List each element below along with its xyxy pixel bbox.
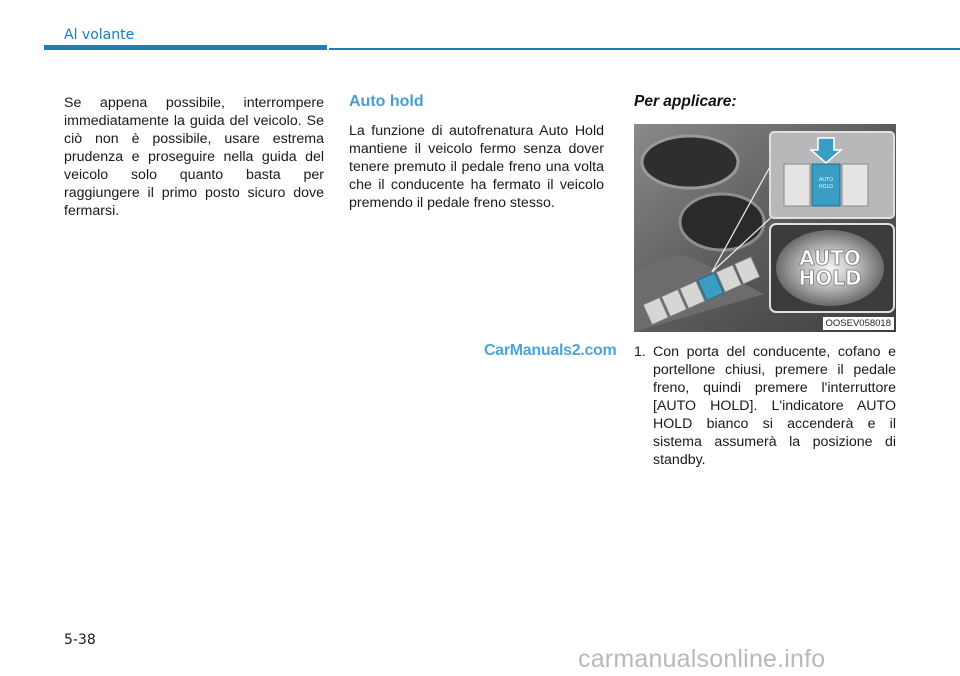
auto-hold-figure xyxy=(634,124,896,332)
warning-paragraph: Se appena possibile, interrompere immediatamente la guida del veicolo. Se ciò non è possibile, usare estrema prudenza e proseguire nella guida del veicolo solo quanto basta per raggiungere il primo posto sicuro dove fermarsi. xyxy=(64,95,324,219)
column-2 xyxy=(349,92,604,212)
column-1 xyxy=(64,94,324,220)
section-title: Al volante xyxy=(64,27,135,43)
cup-holder-top xyxy=(642,136,738,188)
header-rule-thick xyxy=(44,45,327,50)
auto-hold-description: La funzione di autofrenatura Auto Hold mantiene il veicolo fermo senza dover tenere premuto il pedale freno una volta che il conducente ha fermato il veicolo premendo il pedale freno stesso. xyxy=(349,123,604,211)
step-1 xyxy=(634,343,896,469)
indicator-text-line1: AUTO xyxy=(799,246,861,270)
page-number: 5-38 xyxy=(64,632,96,648)
cup-holder-bottom xyxy=(680,194,764,250)
step-number: 1. xyxy=(634,344,646,360)
carmanuals-watermark: CarManuals2.com xyxy=(484,342,617,359)
header-rule-thin xyxy=(329,48,960,50)
indicator-text-line2: HOLD xyxy=(798,266,862,290)
button-label-line1: AUTO xyxy=(818,177,834,183)
auto-hold-heading: Auto hold xyxy=(349,93,424,110)
footer-watermark: carmanualsonline.info xyxy=(578,645,826,673)
button-label-line2: HOLD xyxy=(818,184,834,190)
figure-code: OOSEV058018 xyxy=(823,317,895,330)
column-3 xyxy=(634,92,896,469)
step-text: Con porta del conducente, cofano e portellone chiusi, premere il pedale freno, quindi premere l'interruttore [AUTO HOLD]. L'indicatore AUTO HOLD bianco si accenderà e il sistema assumerà la posizione di standby. xyxy=(653,344,896,468)
apply-heading: Per applicare: xyxy=(634,93,737,110)
console-illustration xyxy=(634,124,896,332)
